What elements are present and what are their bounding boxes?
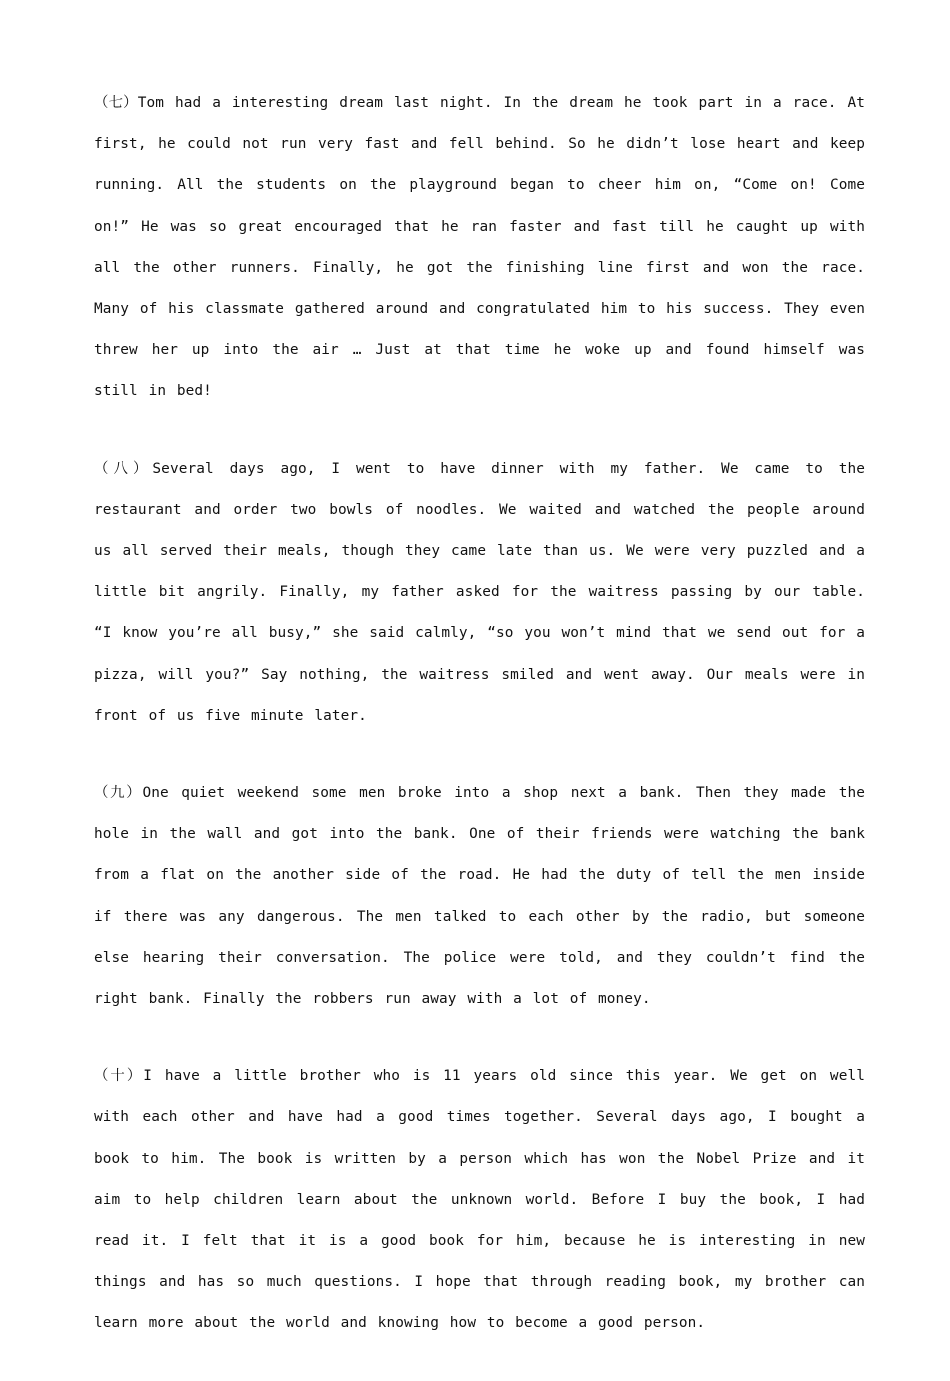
paragraph-number: （八） bbox=[94, 460, 153, 477]
paragraph-text: Several days ago, I went to have dinner with my father. We came to the restaurant and order two bowls of noodles. We waited and watched the people around us all served their meals, though they came late than us. We were very puzzled and a little bit angrily. Finally, my father asked for the waitress passing by our table. “I know you’re all busy,” she said calmly, “so you won’t mind that we send out for a pizza, will you?” Say nothing, the waitress smiled and went away. Our meals were in front of us five minute later. bbox=[94, 460, 865, 724]
paragraph-text: One quiet weekend some men broke into a shop next a bank. Then they made the hole in the wall and got into the bank. One of their friends were watching the bank from a flat on the another side of the road. He had the duty of tell the men inside if there was any dangerous. The men talked to each other by the radio, but someone else hearing their conversation. The police were told, and they couldn’t find the right bank. Finally the robbers run away with a lot of money. bbox=[94, 785, 865, 1008]
paragraph-8 bbox=[94, 449, 865, 737]
paragraph-text: I have a little brother who is 11 years old since this year. We get on well with each other and have had a good times together. Several days ago, I bought a book to him. The book is written by a person which has won the Nobel Prize and it aim to help children learn about the unknown world. Before I buy the book, I had read it. I felt that it is a good book for him, because he is interesting in new things and has so much questions. I hope that through reading book, my brother can learn more about the world and knowing how to become a good person. bbox=[94, 1068, 865, 1332]
paragraph-10 bbox=[94, 1056, 865, 1344]
paragraph-text: Tom had a interesting dream last night. In the dream he took part in a race. At first, he could not run very fast and fell behind. So he didn’t lose heart and keep running. All the students on the playground began to cheer him on, “Come on! Come on!” He was so great encouraged that he ran faster and fast till he caught up with all the other runners. Finally, he got the finishing line first and won the race. Many of his classmate gathered around and congratulated him to his success. They even threw her up into the air … Just at that time he woke up and found himself was still in bed! bbox=[94, 95, 865, 400]
paragraph-number: （十） bbox=[94, 1068, 144, 1085]
document-page bbox=[94, 83, 865, 1381]
paragraph-number: （七） bbox=[94, 95, 138, 111]
paragraph-9 bbox=[94, 773, 865, 1020]
paragraph-7 bbox=[94, 83, 865, 413]
paragraph-number: （九） bbox=[94, 785, 143, 802]
